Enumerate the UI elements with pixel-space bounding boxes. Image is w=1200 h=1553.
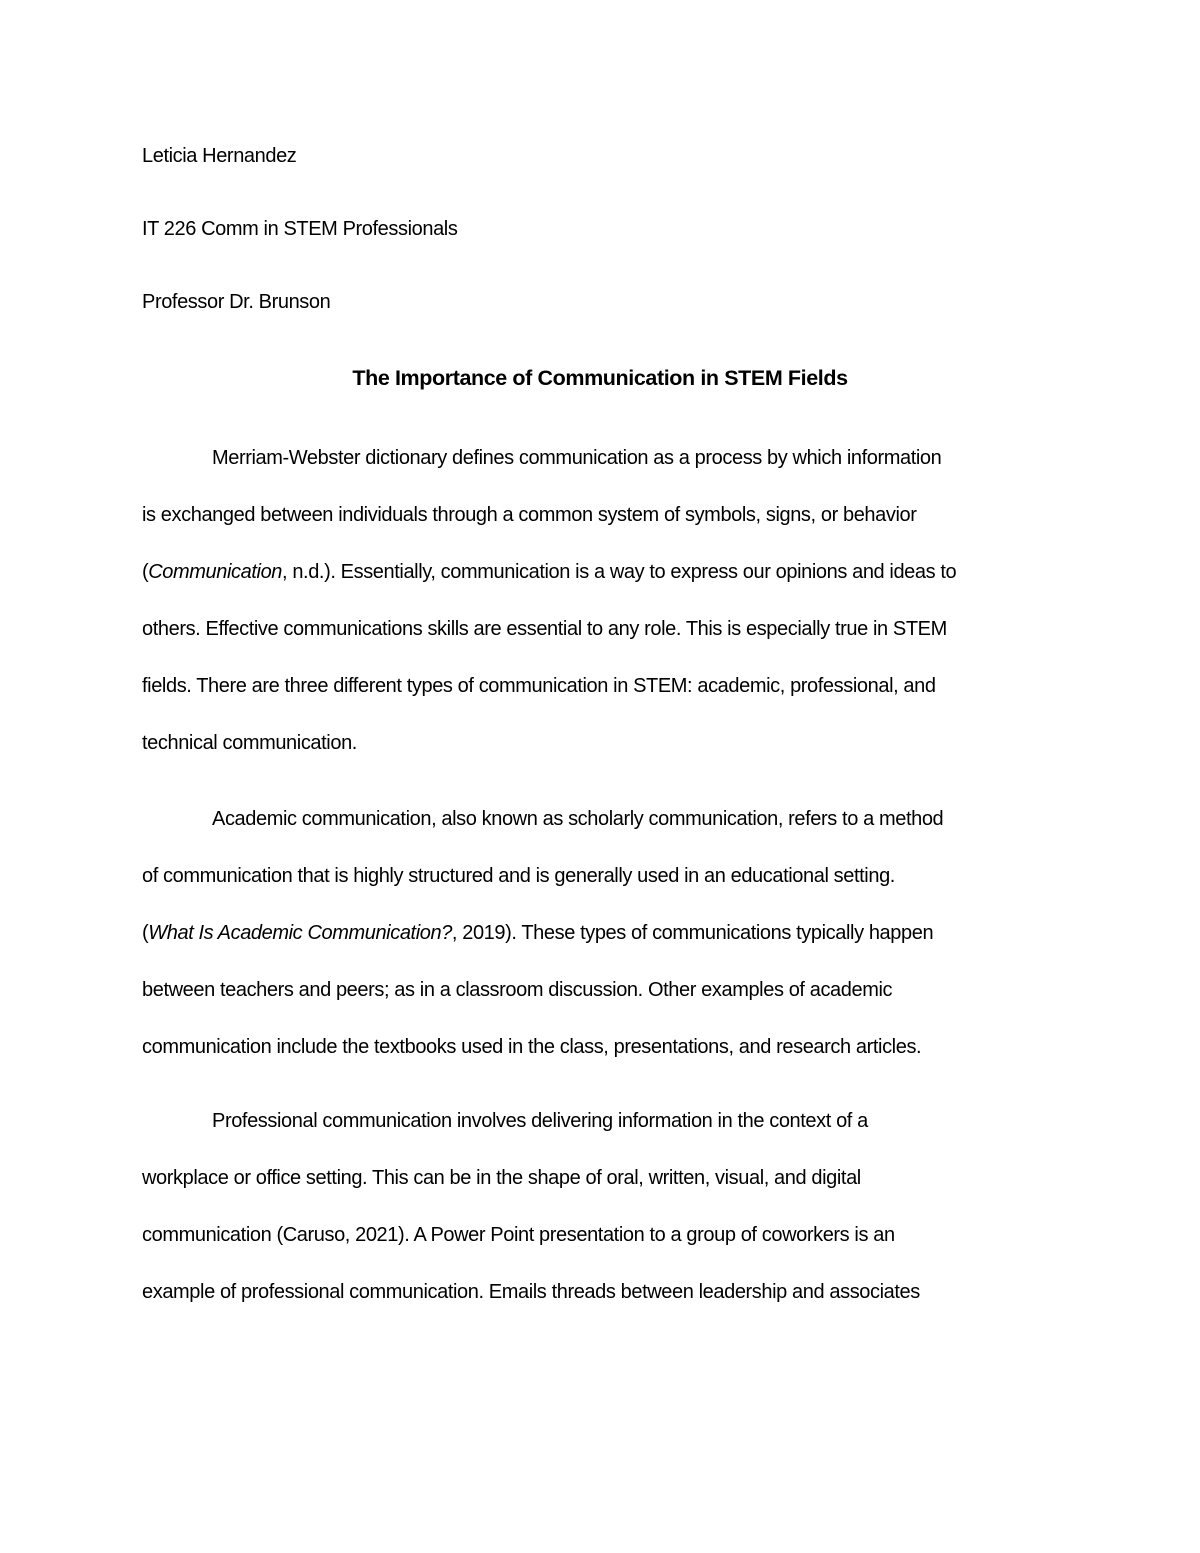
paragraph-line: Academic communication, also known as scholarly communication, refers to a method bbox=[212, 808, 944, 830]
paragraph-line: (Communication, n.d.). Essentially, communication is a way to express our opinions and ideas to bbox=[142, 561, 957, 583]
course-name: IT 226 Comm in STEM Professionals bbox=[142, 218, 458, 240]
paragraph-line: is exchanged between individuals through a common system of symbols, signs, or behavior bbox=[142, 504, 917, 526]
paragraph-line: technical communication. bbox=[142, 732, 357, 754]
paragraph-line: (What Is Academic Communication?, 2019). These types of communications typically happen bbox=[142, 922, 934, 944]
paragraph-line: between teachers and peers; as in a classroom discussion. Other examples of academic bbox=[142, 979, 893, 1001]
citation-title: What Is Academic Communication? bbox=[148, 922, 452, 944]
paragraph-line: example of professional communication. Emails threads between leadership and associates bbox=[142, 1281, 920, 1303]
paragraph-line: fields. There are three different types of communication in STEM: academic, professional, and bbox=[142, 675, 936, 697]
paragraph-line: Professional communication involves delivering information in the context of a bbox=[212, 1110, 868, 1132]
citation-title: Communication bbox=[148, 561, 283, 583]
professor-name: Professor Dr. Brunson bbox=[142, 291, 331, 313]
author-name: Leticia Hernandez bbox=[142, 145, 297, 167]
paragraph-line: of communication that is highly structured and is generally used in an educational setting. bbox=[142, 865, 895, 887]
paragraph-line: workplace or office setting. This can be in the shape of oral, written, visual, and digital bbox=[142, 1167, 861, 1189]
paragraph-line: communication include the textbooks used in the class, presentations, and research articles. bbox=[142, 1036, 922, 1058]
paragraph-line: communication (Caruso, 2021). A Power Point presentation to a group of coworkers is an bbox=[142, 1224, 895, 1246]
paragraph-line: Merriam-Webster dictionary defines communication as a process by which information bbox=[212, 447, 942, 469]
paragraph-line: others. Effective communications skills are essential to any role. This is especially true in STEM bbox=[142, 618, 947, 640]
document-title: The Importance of Communication in STEM Fields bbox=[352, 366, 848, 390]
